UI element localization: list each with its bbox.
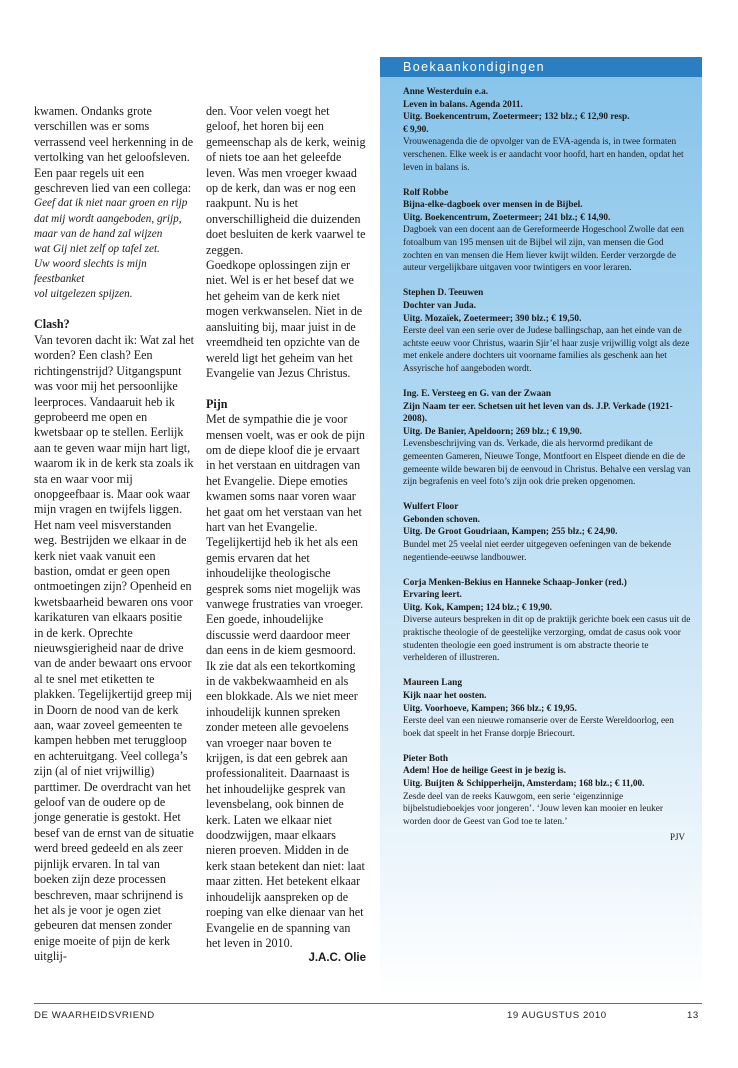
poem-line: wat Gij niet zelf op tafel zet. <box>34 242 160 255</box>
book-publisher: Uitg. De Banier, Apeldoorn; 269 blz.; € 19,90. <box>403 426 582 437</box>
book-title: Leven in balans. Agenda 2011. <box>403 99 523 110</box>
book-announcements-sidebar <box>380 57 702 999</box>
issue-date: 19 AUGUSTUS 2010 <box>507 1010 607 1021</box>
paragraph: kwamen. Ondanks grote verschillen was er soms verrassend veel herkenning in de vertolking van het geloofsleven. Een paar regels uit een geschreven lied van een collega: <box>34 104 194 196</box>
book-author: Pieter Both <box>403 753 449 764</box>
book-publisher: Uitg. De Groot Goudriaan, Kampen; 255 blz.; € 24,90. <box>403 527 618 538</box>
footer-divider <box>34 1003 702 1004</box>
book-publisher: Uitg. Buijten & Schipperheijn, Amsterdam; 168 blz.; € 11,00. <box>403 779 645 789</box>
book-author: Stephen D. Teeuwen <box>403 288 484 299</box>
book-entry <box>403 753 693 829</box>
book-description: Bundel met 25 veelal niet eerder uitgegeven oefeningen van de bekende negentiende-eeuwse landbouwer. <box>403 540 671 563</box>
article-column-2 <box>206 104 366 967</box>
book-description: Vrouwenagenda die de opvolger van de EVA-agenda is, in twee formaten verschenen. Elke week is er aandacht voor hoofd, hart en handen, opdat het leven in balans is. <box>403 137 684 173</box>
book-author: Ing. E. Versteeg en G. van der Zwaan <box>403 388 552 399</box>
paragraph: Van tevoren dacht ik: Wat zal het worden? Een clash? Een richtingenstrijd? Uitgangspunt was voor mij het persoonlijke leerproces. Vandaaruit heb ik geprobeerd me open en kwetsbaar op te stellen. Eerlijk aan te geven waar mijn hart ligt, waarom ik in de kerk sta zoals ik sta en waar voor mij onopgeefbaar is. Maar ook waar mijn vragen en twijfels liggen. Het nam veel misverstanden weg. Bestrijden we elkaar in de kerk niet vaak vanuit een bastion, omdat er geen open ontmoetingen zijn? Openheid en kwetsbaarheid bewaren ons voor karikaturen van elkaars positie in de kerk. Oprechte nieuwsgierigheid naar de drive van de ander bewaart ons ervoor al te snel met etiketten te plakken. Tegelijkertijd greep mij in Doorn de nood van de kerk aan, waar zoveel gemeenten te kampen hebben met teruggloop en achteruitgang. Veel collega’s zijn (al of niet vrijwillig) parttimer. De overdracht van het geloof van de oudere op de jonge generatie is gestokt. Het besef van de ernst van de situatie werd breed gedeeld en als zeer pijnlijk ervaren. In tal van boeken zijn deze processen beschreven, maar schrijnend is het als je voor je ogen ziet gebeuren dat mensen zonder enige moeite of pijn de kerk uitglij- <box>34 332 194 964</box>
reviewer-initials: PJV <box>669 831 685 842</box>
book-author: Maureen Lang <box>403 678 462 689</box>
book-publisher: Uitg. Kok, Kampen; 124 blz.; € 19,90. <box>403 602 553 613</box>
poem-line: vol uitgelezen spijzen. <box>34 288 133 300</box>
book-publisher: Uitg. Boekencentrum, Zoetermeer; 132 blz.; € 12,90 resp. <box>403 112 630 123</box>
quoted-poem <box>34 196 194 302</box>
paragraph: Goedkope oplossingen zijn er niet. Wel is er het besef dat we het geheim van de kerk niet mogen verkwanselen. Niet in de aansluiting bij, maar juist in de vreemdheid ten opzichte van de wereld ligt het geheim van het Evangelie van Jezus Christus. <box>206 258 363 380</box>
article-column-1 <box>34 104 194 965</box>
book-description: Diverse auteurs bespreken in dit op de praktijk gerichte boek een casus uit de praktische theologie of de geestelijke verzorging, omdat de casus ook voor studenten theologie een goed instrument is om abstracte theorie te verhelderen of illustreren. <box>403 615 691 664</box>
author-signature: J.A.C. Olie <box>308 952 366 965</box>
book-price-extra: € 9,90. <box>403 124 429 135</box>
book-author: Wulfert Floor <box>403 502 459 513</box>
book-title: Ervaring leert. <box>403 590 462 601</box>
poem-line: maar van de hand zal wijzen <box>34 227 163 240</box>
book-description: Levensbeschrijving van ds. Verkade, die als hervormd predikant de gemeenten Gameren, Nieuwe Tonge, Montfoort en Elspeet diende en die de gemeente wilde bewaren bij de eenvoud in Christus. Behalve een verslag van zijn begrafenis en veel foto’s zijn ook drie preken opgenomen. <box>403 439 691 488</box>
book-title: Kijk naar het oosten. <box>403 690 487 701</box>
poem-line: Uw woord slechts is mijn feestbanket <box>34 257 147 285</box>
book-entry <box>403 388 693 489</box>
book-description: Eerste deel van een serie over de Judese ballingschap, aan het einde van de achtste eeuw voor Christus, waarin Sjir’el haar zusje vrijwillig volgt als deze met enkele andere dochters uit voorname families als geschenk aan het Assyrische hof aangeboden wordt. <box>403 326 690 374</box>
publication-name: DE WAARHEIDSVRIEND <box>34 1010 155 1021</box>
book-publisher: Uitg. Mozaïek, Zoetermeer; 390 blz.; € 19,50. <box>403 313 582 324</box>
section-heading-pijn: Pijn <box>206 396 228 411</box>
book-author: Anne Westerduin e.a. <box>403 87 489 97</box>
book-title: Bijna-elke-dagboek over mensen in de Bijbel. <box>403 200 583 211</box>
book-title: Gebonden schoven. <box>403 514 480 525</box>
book-title: Dochter van Juda. <box>403 300 476 311</box>
book-publisher: Uitg. Boekencentrum, Zoetermeer; 241 blz.; € 14,90. <box>403 212 611 223</box>
section-heading-clash: Clash? <box>34 317 70 332</box>
book-title: Zijn Naam ter eer. Schetsen uit het leven van ds. J.P. Verkade (1921-2008). <box>403 401 673 425</box>
book-author: Rolf Robbe <box>403 187 449 198</box>
book-description: Eerste deel van een nieuwe romanserie over de Eerste Wereldoorlog, een boek dat speelt in het Franse dorpje Briecourt. <box>403 716 674 739</box>
book-entry <box>403 677 693 740</box>
poem-line: dat mij wordt aangeboden, grijp, <box>34 212 182 225</box>
book-entry <box>403 577 693 665</box>
page-number: 13 <box>687 1010 699 1021</box>
book-author: Corja Menken-Bekius en Hanneke Schaap-Jonker (red.) <box>403 577 627 588</box>
book-entry <box>403 287 693 375</box>
book-list <box>403 86 693 843</box>
book-description: Zesde deel van de reeks Kauwgom, een serie ‘eigenzinnige bijbelstudieboekjes voor jongeren’. ‘Jouw leven kan mooier en leuker worden door de Geest van God toe te laten.’ <box>403 791 663 827</box>
book-entry <box>403 86 693 174</box>
paragraph: den. Voor velen voegt het geloof, het horen bij een gemeenschap als de kerk, weinig of niets toe aan het geleefde leven. Was men vroeger kwaad op de kerk, dan was er nog een raakpunt. Nu is het onverschilligheid die duizenden doet besluiten de kerk vaarwel te zeggen. <box>206 104 366 257</box>
book-description: Dagboek van een docent aan de Gereformeerde Hogeschool Zwolle dat een fotoalbum van 195 mensen uit de Bijbel wil zijn, van mensen die God zochten en van mensen die Hem liever kwijt wilden. Eerder verzorgde de auteur vergelijkbare uitgaven voor twintigers en voor leraren. <box>403 225 684 274</box>
book-publisher: Uitg. Voorhoeve, Kampen; 366 blz.; € 19,95. <box>403 703 577 714</box>
book-entry <box>403 187 693 275</box>
poem-line: Geef dat ik niet naar groen en rijp <box>34 197 188 210</box>
sidebar-title: Boekaankondigingen <box>380 57 702 77</box>
book-title: Adem! Hoe de heilige Geest in je bezig is. <box>403 766 566 777</box>
paragraph: Met de sympathie die je voor mensen voelt, was er ook de pijn om de diepe kloof die je ervaart in het verstaan en uitdragen van het Evangelie. Diepe emoties kwamen soms naar voren waar het gaat om het verstaan van het hart van het Evangelie. Tegelijkertijd heb ik het als een gemis ervaren dat het inhoudelijke theologische gesprek soms niet mogelijk was vanwege frustraties van vroeger. Een goede, inhoudelijke discussie werd daardoor meer dan eens in de kiem gesmoord. Ik zie dat als een tekortkoming in de vakbekwaamheid en als een blokkade. Als we niet meer inhoudelijk kunnen spreken zonder meteen alle gevoelens van vroeger naar boven te krijgen, is dat een gebrek aan professionaliteit. Daarnaast is het inhoudelijke gesprek van levensbelang, ook binnen de kerk. Laten we elkaar niet doodzwijgen, maar elkaars nieren proeven. Midden in de kerk staan betekent dan niet: laat maar zitten. Het betekent elkaar inhoudelijk aanspreken op de roeping van elke dienaar van het Evangelie en de spanning van het leven in 2010. <box>206 412 365 950</box>
book-entry <box>403 501 693 564</box>
